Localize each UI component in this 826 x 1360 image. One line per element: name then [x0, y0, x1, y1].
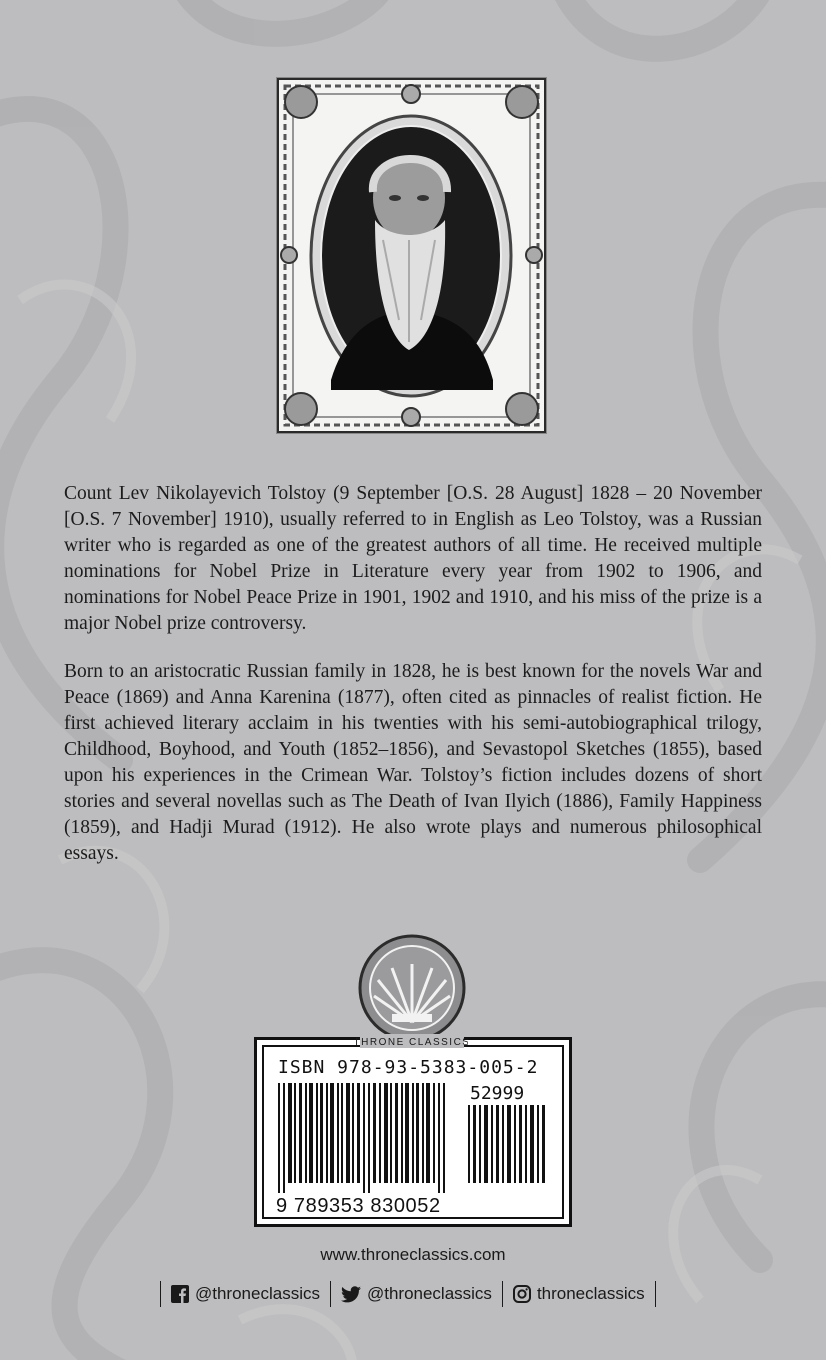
twitter-link[interactable]	[339, 1284, 494, 1304]
bio-paragraph-2: Born to an aristocratic Russian family in 1828, he is best known for the novels War and Peace (1869) and Anna Karenina (1877), often cited as pinnacles of realist fiction. He first achieved literary acclaim in his twenties with his semi-autobiographical trilogy, Childhood, Boyhood, and Youth (1852–1856), and Sevastopol Sketches (1855), based upon his experiences in the Crimean War. Tolstoy’s fiction includes dozens of short stories and several novellas such as The Death of Ivan Ilyich (1886), Family Happiness (1859), and Hadji Murad (1912). He also wrote plays and numerous philosophical essays.	[64, 661, 762, 864]
publisher-website[interactable]: www.throneclassics.com	[320, 1245, 506, 1264]
divider	[655, 1281, 656, 1307]
instagram-link[interactable]	[511, 1284, 647, 1304]
isbn-number: ISBN 978-93-5383-005-2	[278, 1057, 539, 1078]
instagram-handle: throneclassics	[536, 1284, 645, 1303]
facebook-handle: @throneclassics	[195, 1284, 320, 1303]
social-links	[152, 1280, 664, 1308]
divider	[160, 1281, 161, 1307]
barcode-digits: 9 789353 830052	[276, 1195, 441, 1217]
twitter-handle: @throneclassics	[366, 1284, 492, 1303]
price-code: 52999	[470, 1083, 525, 1104]
isbn-barcode	[254, 1037, 572, 1227]
divider	[330, 1281, 331, 1307]
author-portrait	[277, 78, 546, 433]
facebook-icon	[171, 1285, 189, 1303]
divider	[502, 1281, 503, 1307]
author-biography	[64, 481, 762, 889]
twitter-icon	[341, 1286, 361, 1303]
publisher-logo-text: THRONE CLASSICS	[356, 1037, 468, 1048]
publisher-logo	[356, 930, 468, 1050]
facebook-link[interactable]	[169, 1284, 322, 1304]
instagram-icon	[513, 1285, 531, 1303]
barcode-bars	[278, 1083, 558, 1193]
bio-paragraph-1: Count Lev Nikolayevich Tolstoy (9 September [O.S. 28 August] 1828 – 20 November [O.S. 7 November] 1910), usually referred to in English as Leo Tolstoy, was a Russian writer who is regarded as one of the greatest authors of all time. He received multiple nominations for Nobel Prize in Literature every year from 1902 to 1906, and nominations for Nobel Peace Prize in 1901, 1902 and 1910, and his miss of the prize is a major Nobel prize controversy.	[64, 483, 762, 634]
